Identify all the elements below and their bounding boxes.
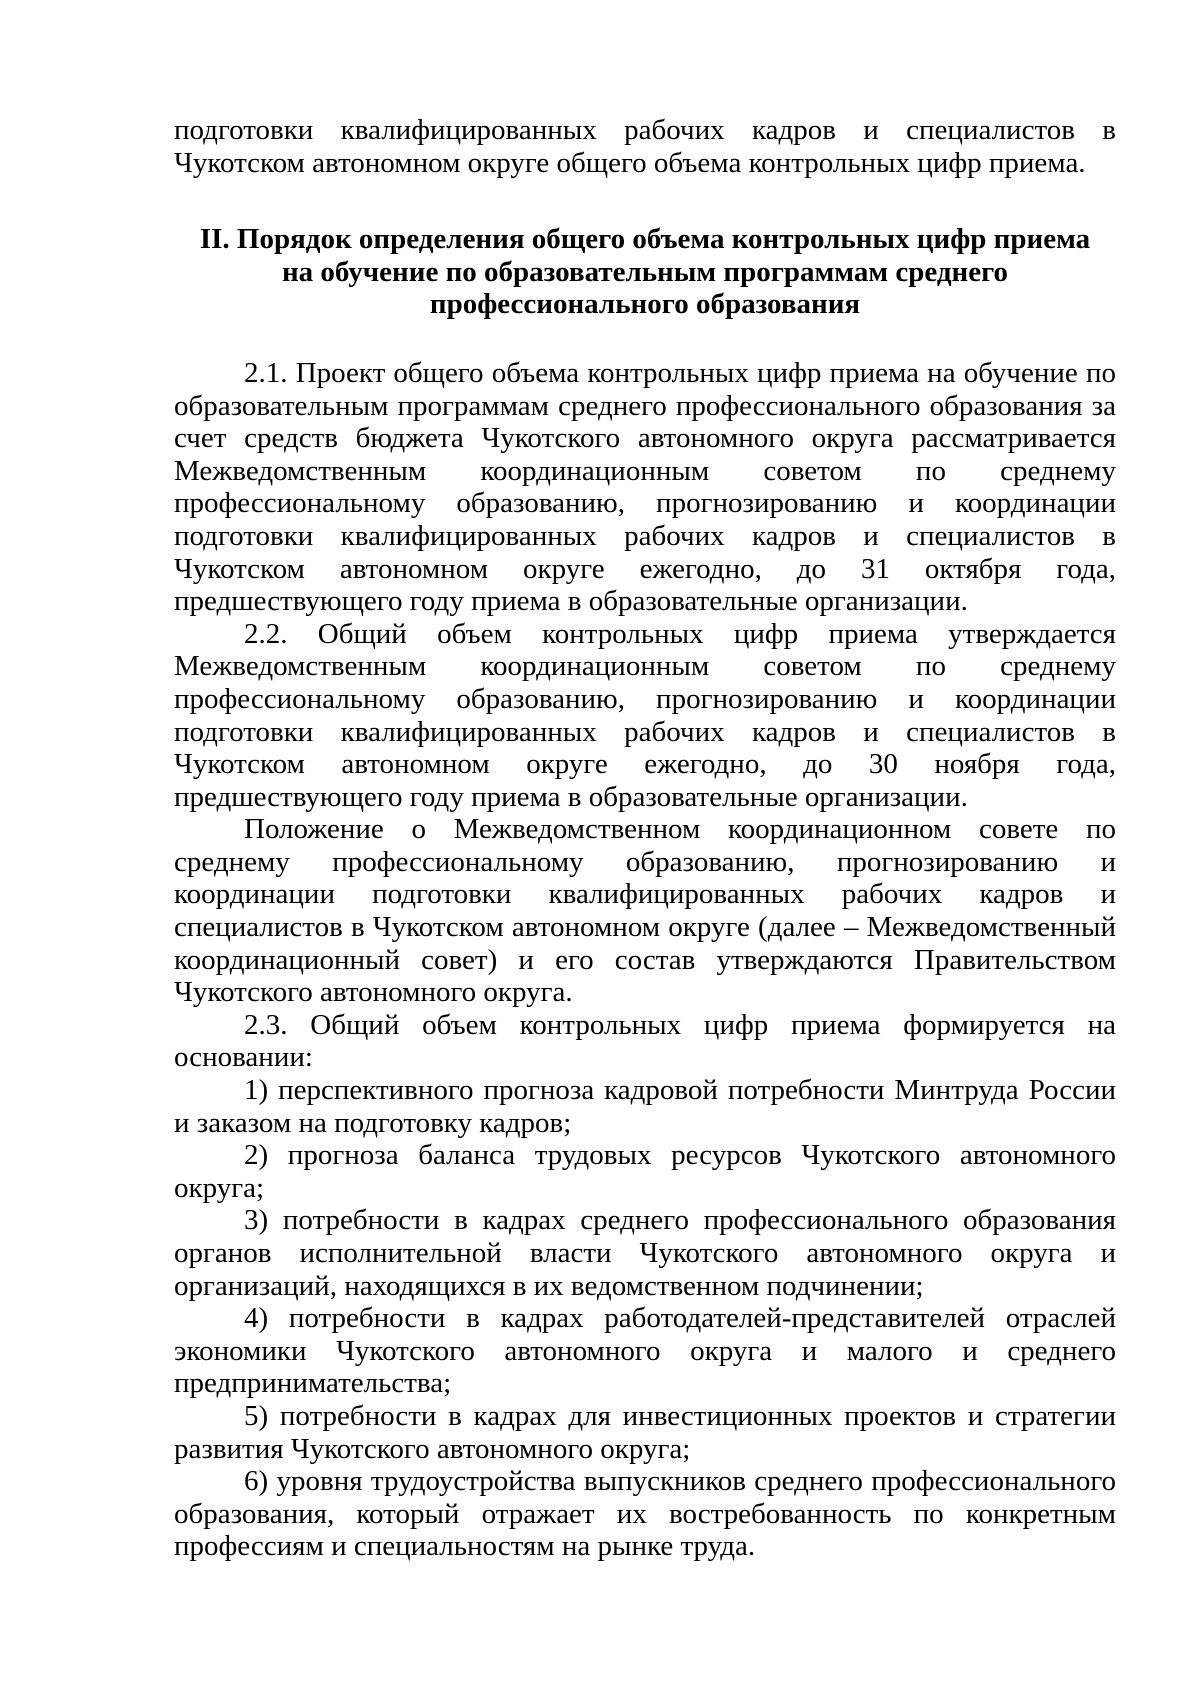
paragraph-2-1: 2.1. Проект общего объема контрольных цифр приема на обучение по образовательным программам среднего профессионального образования за счет средств бюджета Чукотского автономного округа рассматривается Межведомственным координационным советом по среднему профессиональному образованию, прогнозированию и координации подготовки квалифицированных рабочих кадров и специалистов в Чукотском автономном округе ежегодно, до 31 октября года, предшествующего году приема в образовательные организации.: [174, 356, 1116, 618]
section-heading-line-1: II. Порядок определения общего объема контрольных цифр приема: [199, 223, 1091, 256]
section-heading-line-3: профессионального образования: [429, 288, 861, 321]
list-item-5: 5) потребности в кадрах для инвестиционных проектов и стратегии развития Чукотского автономного округа;: [174, 1399, 1116, 1465]
document-body: [174, 114, 1116, 1563]
list-item-6: 6) уровня трудоустройства выпускников среднего профессионального образования, который отражает их востребованность по конкретным профессиям и специальностям на рынке труда.: [174, 1465, 1116, 1563]
section-heading: [174, 223, 1116, 321]
paragraph-2-3: 2.3. Общий объем контрольных цифр приема формируется на основании:: [174, 1008, 1116, 1074]
list-item-4: 4) потребности в кадрах работодателей-представителей отраслей экономики Чукотского автономного округа и малого и среднего предпринимательства;: [174, 1302, 1116, 1400]
list-item-3: 3) потребности в кадрах среднего профессионального образования органов исполнительной власти Чукотского автономного округа и организаций, находящихся в их ведомственном подчинении;: [174, 1204, 1116, 1302]
paragraph-council-regulation: Положение о Межведомственном координационном совете по среднему профессиональному образованию, прогнозированию и координации подготовки квалифицированных рабочих кадров и специалистов в Чукотском автономном округе (далее – Межведомственный координационный совет) и его состав утверждаются Правительством Чукотского автономного округа.: [174, 813, 1116, 1009]
list-item-2: 2) прогноза баланса трудовых ресурсов Чукотского автономного округа;: [174, 1139, 1116, 1204]
list-item-1: 1) перспективного прогноза кадровой потребности Минтруда России и заказом на подготовку кадров;: [174, 1074, 1116, 1139]
section-heading-line-2: на обучение по образовательным программам среднего: [281, 255, 1009, 288]
continuation-paragraph: подготовки квалифицированных рабочих кадров и специалистов в Чукотском автономном округе общего объема контрольных цифр приема.: [174, 114, 1116, 179]
paragraph-2-2: 2.2. Общий объем контрольных цифр приема утверждается Межведомственным координационным советом по среднему профессиональному образованию, прогнозированию и координации подготовки квалифицированных рабочих кадров и специалистов в Чукотском автономном округе ежегодно, до 30 ноября года, предшествующего году приема в образовательные организации.: [174, 617, 1116, 813]
